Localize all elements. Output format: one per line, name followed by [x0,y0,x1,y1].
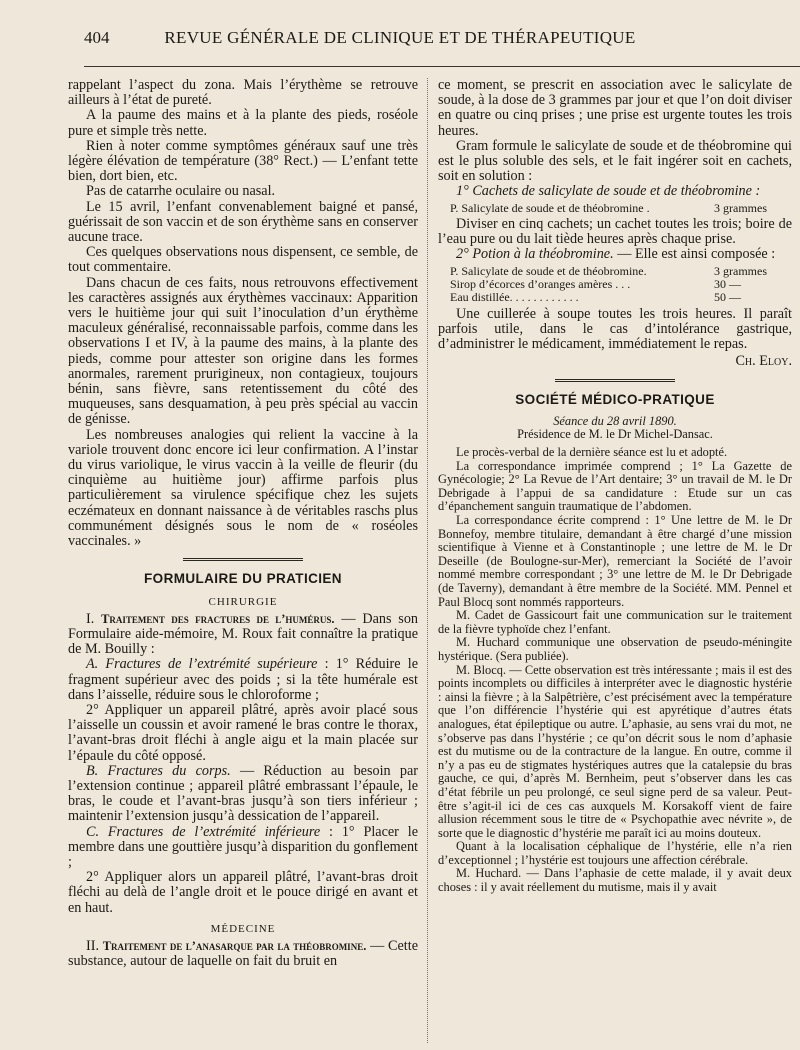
minutes [438,446,792,895]
item-b-text: — Réduction au besoin par l’extension continue ; appareil plâtré embrassant l’épaule, le bras, le coude et l’avant-bras jusqu’à son tiers inférieur ; maintenir l’extension jusqu’à dessication de l’appareil. [68,762,418,825]
item-title: Traitement de l’anasarque par la théobromine. [102,938,367,953]
paragraph: Une cuillerée à soupe toutes les trois heures. Il paraît parfois utile, dans le cas d’intolérance gastrique, d’administrer le médicament, immédiatement le repas. [438,305,792,353]
paragraph: rappelant l’aspect du zona. Mais l’érythème se retrouve ailleurs à l’état de pureté. [68,78,418,109]
section-rule [555,379,675,382]
recipe-ingredient: P. Salicylate de soude et de théobromine . [450,201,650,215]
section-title-societe: SOCIÉTÉ MÉDICO-PRATIQUE [515,391,715,407]
formula-potion-recipe [450,265,792,305]
seance-date: Séance du 28 avril 1890. [553,413,677,428]
item-b-label: B. Fractures du corps. [86,762,231,779]
paragraph: Le 15 avril, l’enfant convenablement baigné et pansé, guérissait de son vaccin et de son érythème sans en conserver aucune trace. [68,198,418,246]
recipe-dose: 50 — [714,290,741,305]
paragraph: ce moment, se prescrit en association avec le salicylate de soude, à la dose de 3 grammes par jour et que l’on doit diviser en quatre ou cinq prises ; une prise est urgente toutes les trois heures. [438,78,792,139]
minutes-paragraph: M. Cadet de Gassicourt fait une communication sur le traitement de la fièvre typhoïde chez l’enfant. [438,608,792,636]
paragraph: Ces quelques observations nous dispensent, ce semble, de tout commentaire. [68,244,418,276]
item-title: Traitement des fractures de l’humérus. [101,611,335,626]
subsection-chirurgie: CHIRURGIE [208,595,278,608]
item-b [68,764,418,825]
page-number: 404 [84,28,110,47]
recipe-ingredient: P. Salicylate de soude et de théobromine. [450,264,647,278]
formula-potion-text: — Elle est ainsi composée : [617,246,776,263]
recipe-ingredient: Sirop d’écorces d’oranges amères . . . [450,278,631,292]
item-c2: 2° Appliquer alors un appareil plâtré, l’avant-bras droit fléchi au delà de l’angle droit et le pouce dirigé en avant et en haut. [68,869,418,916]
section-title-formulaire: FORMULAIRE DU PRATICIEN [144,571,342,587]
journal-title: REVUE GÉNÉRALE DE CLINIQUE ET DE THÉRAPEUTIQUE [164,28,636,47]
author-signature: Ch. Eloy. [735,353,792,370]
minutes-paragraph: Quant à la localisation céphalique de l’hystérie, elle n’a rien d’exceptionnel ; l’hystérie est toujours une affection cérébrale. [438,839,792,867]
right-column [438,78,792,1043]
recipe-dose: 3 grammes [714,263,767,278]
minutes-paragraph: M. Huchard communique une observation de pseudo-méningite hystérique. (Sera publiée). [438,635,792,663]
item-a-text: : 1° Réduire le fragment supérieur avec des poids ; si la tête humérale est dans l’aisselle, réduire sous le chloroforme ; [68,656,418,703]
paragraph: Rien à noter comme symptômes généraux sauf une très légère élévation de température (38° Rect.) — L’enfant tette bien, dort bien, etc. [68,137,418,185]
paragraph: Pas de catarrhe oculaire ou nasal. [86,183,276,200]
item-c-text: : 1° Placer le membre dans une gouttière jusqu’à disparition du gonflement ; [68,823,418,870]
recipe-ingredient: Eau distillée. . . . . . . . . . . . [450,291,579,305]
recipe-row [450,291,792,304]
paragraph: Dans chacun de ces faits, nous retrouvons effectivement les caractères assignés aux érythèmes vaccinaux: Apparition vers le huitième jour qui suit l’inoculation d’un érythème maculeux généralisé, reconnaissable parfois, comme dans les observations I et IV, à la paume des mains, à la plante des pieds, comme pour attester son origine dans les formes anormales, rarement prurigineux, non contagieux, toujours bénin, sans fièvre, sans retentissement du côté des muqueuses, sans desquamation, à peu près spécial au vaccin de génisse. [68,274,418,428]
paragraph: Gram formule le salicylate de soude et de théobromine qui est le plus soluble des sels, et le fait ingérer soit en cachets, soit en solution : [438,137,792,185]
recipe-row [450,278,792,291]
recipe-row [450,202,792,215]
paragraph: A la paume des mains et à la plante des pieds, roséole pure et simple très nette. [68,107,418,139]
minutes-paragraph: M. Blocq. — Cette observation est très intéressante ; mais il est des points incomplets ou difficiles à interpréter avec le diagnostic hystérie : ainsi la fièvre ; à la Salpêtrière, c’est précisément avec la température que l’on différencie l’hystérie qui est apyrétique d’autres états analogues, état épileptique ou autre. L’aphasie, au sens vrai du mot, ne s’observe pas dans l’hystérie ; ce qu’on décrit sous le nom d’aphasie est du mutisme ou de la contracture de la langue. En outre, comme il n’y a pas eu de stigmates hystériques autres que la catalepsie du bras gauche, ce qui, d’après M. Bernheim, peut s’observer dans les cas d’état fébrile un peu prolongé, ce seul signe perd de sa valeur. Peut-être s’agit-il ici de ces cas auxquels M. Korsakoff vient de faire allusion récemment sous le titre de « Psychopathie avec névrite », de sorte que le diagnostic d’hystérie me paraît ici au moins douteux. [438,662,792,840]
formula-cachets-label: 1° Cachets de salicylate de soude et de théobromine : [456,183,761,200]
item-humerus [68,612,418,658]
recipe-row [450,265,792,278]
minutes-paragraph: Le procès-verbal de la dernière séance est lu et adopté. [456,445,728,460]
item-a2: 2° Appliquer un appareil plâtré, après avoir placé sous l’aisselle un coussin et avoir ramené le bras contre le thorax, l’avant-bras droit fléchi à angle aigu et la main placée sur l’épaule du côté opposé. [68,701,418,764]
item-number: II. [86,937,99,954]
paragraph: Les nombreuses analogies qui relient la vaccine à la variole trouvent donc encore ici leur confirmation. A l’instar du virus variolique, le virus vaccin à la veille de fleurir (du cinquième au huitième jour) affirme parfois plus particulièrement sa virulence spécifique chez les sujets eczémateux en donnant naissance à de véritables raschs plus communément désignés sous le nom de « roséoles vaccinales. » [68,426,418,550]
item-a [68,657,418,703]
paragraph: Diviser en cinq cachets; un cachet toutes les trois; boire de l’eau pure ou du lait tiède heures après chaque prise. [438,216,792,248]
column-divider [427,78,428,1043]
header-rule [84,66,800,67]
formula-cachets [450,202,792,215]
presidence: Présidence de M. le Dr Michel-Dansac. [517,427,713,442]
subsection-medecine: MÉDECINE [210,922,276,935]
recipe-dose: 3 grammes [714,200,767,215]
item-c [68,825,418,871]
minutes-paragraph: La correspondance écrite comprend : 1° Une lettre de M. le Dr Bonnefoy, membre titulaire, demandant à être chargé d’une mission scientifique à Vienne et à Constantinople ; une lettre de M. le Dr Deseille (de Boulogne-sur-Mer), remerciant la Société de l’avoir nommé membre correspondant ; 3° une lettre de M. le Dr Debrigade (de Taverny), demandant à être membre de la Société. MM. Pennel et Paul Blocq sont nommés rapporteurs. [438,513,792,609]
formula-potion [438,247,792,262]
item-a-label: A. Fractures de l’extrémité supérieure [86,656,318,673]
running-head [0,28,800,52]
section-rule [183,558,303,561]
formula-potion-label: 2° Potion à la théobromine. [456,246,614,263]
item-text: — Dans son Formulaire aide-mémoire, M. Roux fait connaître la pratique de M. Bouilly : [68,610,418,658]
item-number: I. [86,610,95,627]
recipe-dose: 30 — [714,277,741,292]
left-column [68,78,418,1043]
minutes-paragraph: La correspondance imprimée comprend ; 1° La Gazette de Gynécologie; 2° La Revue de l’Art dentaire; 3° un travail de M. le Dr Debrigade à l’appui de sa candidature : Etude sur un cas d’épanchement sanguin traumatique de l’abdomen. [438,458,792,514]
item-text: — Cette substance, autour de laquelle on fait du bruit en [68,937,418,970]
item-anasarque [68,939,418,969]
item-c-label: C. Fractures de l’extrémité inférieure [86,823,321,840]
minutes-paragraph: M. Huchard. — Dans l’aphasie de cette malade, il y avait deux choses : il y avait réellement du mutisme, mais il y avait [438,866,792,895]
